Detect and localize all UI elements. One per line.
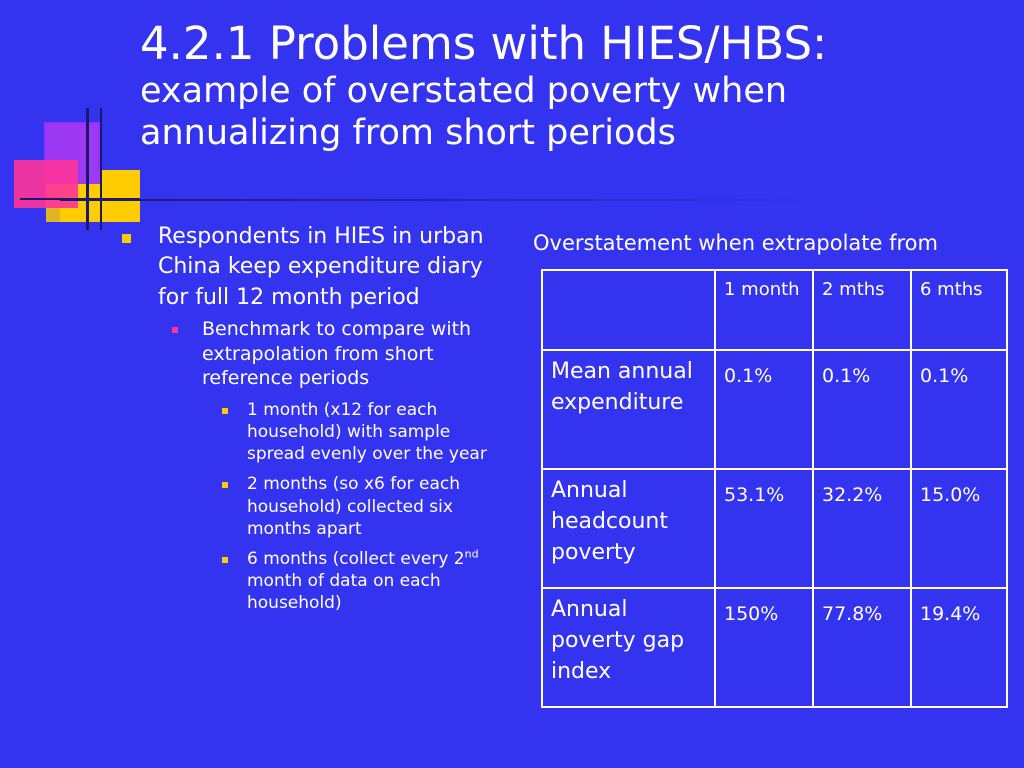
row-label: Annual poverty gap index	[542, 588, 715, 707]
table-row	[542, 469, 1007, 588]
title-divider	[60, 199, 810, 201]
bullet-level1	[118, 222, 508, 313]
bullet-text: 1 month (x12 for each household) with sample spread evenly over the year	[247, 400, 487, 465]
title-sub-line2: annualizing from short periods	[140, 113, 676, 154]
table-header-cell: 1 month	[715, 270, 813, 350]
decorative-squares	[0, 0, 140, 230]
bullet-square-icon	[222, 557, 228, 563]
table-cell: 15.0%	[911, 469, 1007, 588]
row-label: Mean annual expenditure	[542, 350, 715, 469]
table-header-cell: 2 mths	[813, 270, 911, 350]
bullet-square-icon	[222, 408, 228, 414]
table-cell: 0.1%	[911, 350, 1007, 469]
table-cell: 77.8%	[813, 588, 911, 707]
bullet-level2	[118, 317, 508, 391]
bullet-text: 2 months (so x6 for each household) collected six months apart	[247, 474, 461, 539]
bullet-level3	[118, 399, 508, 465]
bullet-square-icon	[122, 234, 131, 243]
bullet-level3	[118, 473, 508, 539]
table-row	[542, 588, 1007, 707]
table-header-cell: 6 mths	[911, 270, 1007, 350]
title-sub-line1: example of overstated poverty when	[140, 71, 788, 112]
table-header-row	[542, 270, 1007, 350]
bullet-list	[118, 222, 508, 622]
table-cell: 32.2%	[813, 469, 911, 588]
bullet-text: 6 months (collect every 2nd month of data on each household)	[247, 547, 479, 613]
table-header-cell	[542, 270, 715, 350]
bullet-text: Benchmark to compare with extrapolation from short reference periods	[202, 318, 472, 390]
table-cell: 0.1%	[813, 350, 911, 469]
bullet-square-icon	[222, 482, 228, 488]
table-cell: 53.1%	[715, 469, 813, 588]
bullet-level3	[118, 548, 508, 614]
table-row	[542, 350, 1007, 469]
data-table	[541, 269, 1008, 708]
bullet-text: Respondents in HIES in urban China keep expenditure diary for full 12 month period	[158, 224, 484, 310]
title-main: 4.2.1 Problems with HIES/HBS:	[140, 17, 828, 70]
table-cell: 0.1%	[715, 350, 813, 469]
table-cell: 150%	[715, 588, 813, 707]
table-caption: Overstatement when extrapolate from	[533, 231, 938, 255]
row-label: Annual headcount poverty	[542, 469, 715, 588]
table-cell: 19.4%	[911, 588, 1007, 707]
slide-title	[140, 18, 1010, 154]
bullet-square-icon	[172, 327, 178, 333]
